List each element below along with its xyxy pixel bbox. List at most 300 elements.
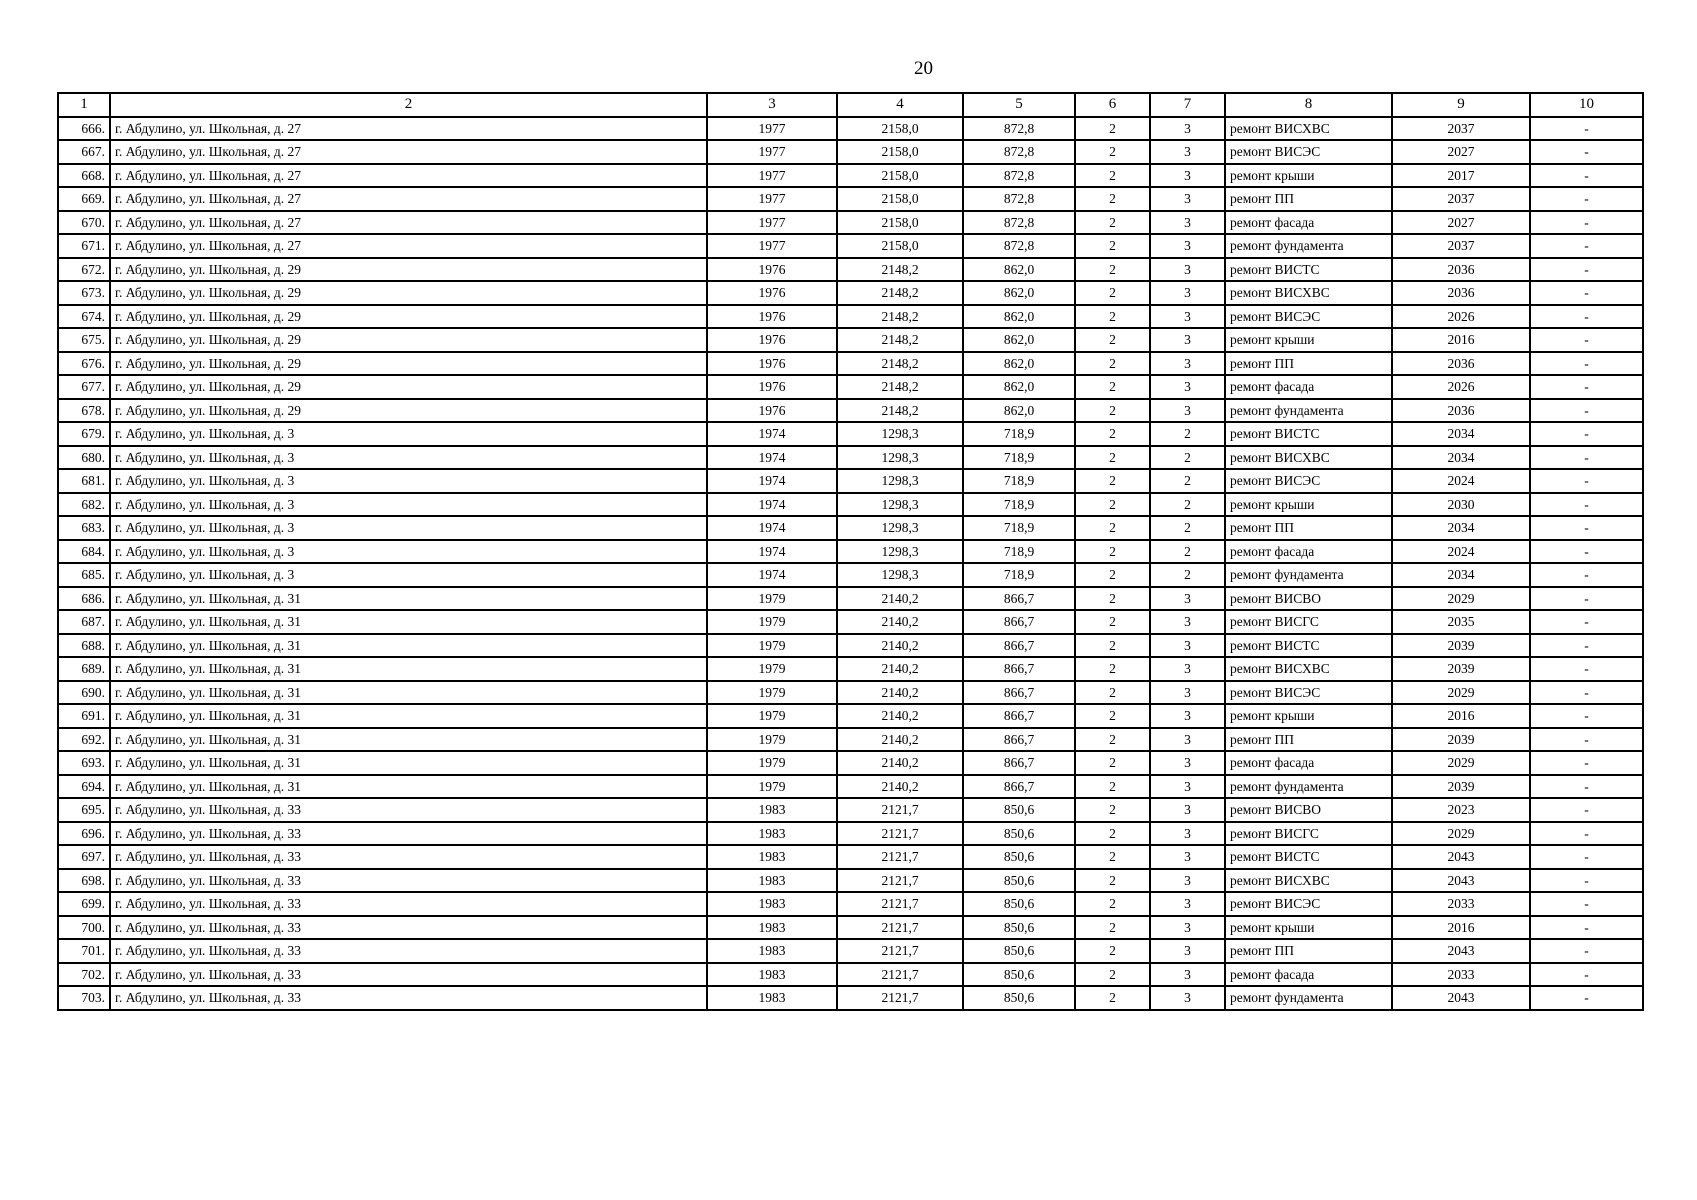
entrances-cell: 2 [1075,540,1150,564]
entrances-cell: 2 [1075,798,1150,822]
address-cell: г. Абдулино, ул. Школьная, д. 33 [110,869,707,893]
floors-cell: 3 [1150,587,1225,611]
address-cell: г. Абдулино, ул. Школьная, д. 33 [110,845,707,869]
living-area-cell: 866,7 [963,728,1075,752]
planned-year-cell: 2029 [1392,681,1530,705]
entrances-cell: 2 [1075,399,1150,423]
note-cell: - [1530,446,1643,470]
entrances-cell: 2 [1075,939,1150,963]
floors-cell: 3 [1150,775,1225,799]
planned-year-cell: 2029 [1392,751,1530,775]
year-cell: 1974 [707,469,837,493]
year-cell: 1976 [707,258,837,282]
year-cell: 1974 [707,446,837,470]
address-cell: г. Абдулино, ул. Школьная, д. 33 [110,892,707,916]
address-cell: г. Абдулино, ул. Школьная, д. 29 [110,258,707,282]
planned-year-cell: 2035 [1392,610,1530,634]
entrances-cell: 2 [1075,140,1150,164]
table-row [58,140,1643,164]
living-area-cell: 850,6 [963,798,1075,822]
planned-year-cell: 2036 [1392,352,1530,376]
floors-cell: 3 [1150,305,1225,329]
row-number-cell: 690. [58,681,110,705]
total-area-cell: 2158,0 [837,140,963,164]
total-area-cell: 2121,7 [837,892,963,916]
note-cell: - [1530,986,1643,1010]
work-type-cell: ремонт ПП [1225,516,1392,540]
planned-year-cell: 2036 [1392,399,1530,423]
note-cell: - [1530,822,1643,846]
note-cell: - [1530,234,1643,258]
entrances-cell: 2 [1075,916,1150,940]
work-type-cell: ремонт ВИСХВС [1225,117,1392,141]
table-row [58,281,1643,305]
work-type-cell: ремонт крыши [1225,916,1392,940]
column-header: 1 [58,93,110,117]
living-area-cell: 718,9 [963,469,1075,493]
living-area-cell: 850,6 [963,822,1075,846]
year-cell: 1979 [707,610,837,634]
planned-year-cell: 2030 [1392,493,1530,517]
table-row [58,916,1643,940]
column-header: 3 [707,93,837,117]
planned-year-cell: 2037 [1392,234,1530,258]
work-type-cell: ремонт фасада [1225,963,1392,987]
living-area-cell: 866,7 [963,751,1075,775]
work-type-cell: ремонт фундамента [1225,775,1392,799]
note-cell: - [1530,187,1643,211]
floors-cell: 3 [1150,869,1225,893]
work-type-cell: ремонт ВИСЭС [1225,140,1392,164]
living-area-cell: 862,0 [963,281,1075,305]
row-number-cell: 679. [58,422,110,446]
total-area-cell: 1298,3 [837,563,963,587]
note-cell: - [1530,516,1643,540]
note-cell: - [1530,704,1643,728]
table-row [58,469,1643,493]
entrances-cell: 2 [1075,211,1150,235]
floors-cell: 3 [1150,211,1225,235]
address-cell: г. Абдулино, ул. Школьная, д. 3 [110,516,707,540]
year-cell: 1979 [707,704,837,728]
row-number-cell: 673. [58,281,110,305]
total-area-cell: 2148,2 [837,258,963,282]
entrances-cell: 2 [1075,187,1150,211]
total-area-cell: 2148,2 [837,281,963,305]
note-cell: - [1530,540,1643,564]
row-number-cell: 671. [58,234,110,258]
planned-year-cell: 2029 [1392,587,1530,611]
entrances-cell: 2 [1075,587,1150,611]
year-cell: 1977 [707,164,837,188]
planned-year-cell: 2043 [1392,845,1530,869]
floors-cell: 3 [1150,939,1225,963]
total-area-cell: 2148,2 [837,305,963,329]
total-area-cell: 2148,2 [837,328,963,352]
year-cell: 1979 [707,681,837,705]
address-cell: г. Абдулино, ул. Школьная, д. 31 [110,657,707,681]
row-number-cell: 670. [58,211,110,235]
entrances-cell: 2 [1075,563,1150,587]
year-cell: 1977 [707,234,837,258]
total-area-cell: 2158,0 [837,211,963,235]
living-area-cell: 718,9 [963,493,1075,517]
planned-year-cell: 2033 [1392,963,1530,987]
year-cell: 1979 [707,728,837,752]
year-cell: 1979 [707,587,837,611]
work-type-cell: ремонт ВИСТС [1225,258,1392,282]
table-row [58,587,1643,611]
address-cell: г. Абдулино, ул. Школьная, д. 33 [110,986,707,1010]
entrances-cell: 2 [1075,305,1150,329]
note-cell: - [1530,869,1643,893]
table-row [58,986,1643,1010]
floors-cell: 3 [1150,328,1225,352]
planned-year-cell: 2034 [1392,446,1530,470]
planned-year-cell: 2039 [1392,634,1530,658]
column-header: 7 [1150,93,1225,117]
row-number-cell: 700. [58,916,110,940]
living-area-cell: 850,6 [963,916,1075,940]
year-cell: 1977 [707,211,837,235]
note-cell: - [1530,563,1643,587]
address-cell: г. Абдулино, ул. Школьная, д. 31 [110,681,707,705]
address-cell: г. Абдулино, ул. Школьная, д. 3 [110,493,707,517]
work-type-cell: ремонт ВИСХВС [1225,446,1392,470]
column-header: 6 [1075,93,1150,117]
total-area-cell: 2158,0 [837,117,963,141]
living-area-cell: 862,0 [963,305,1075,329]
row-number-cell: 698. [58,869,110,893]
work-type-cell: ремонт ВИСГС [1225,822,1392,846]
column-header: 9 [1392,93,1530,117]
entrances-cell: 2 [1075,728,1150,752]
table-row [58,704,1643,728]
planned-year-cell: 2024 [1392,469,1530,493]
total-area-cell: 2121,7 [837,798,963,822]
total-area-cell: 1298,3 [837,422,963,446]
planned-year-cell: 2024 [1392,540,1530,564]
table-row [58,493,1643,517]
row-number-cell: 678. [58,399,110,423]
floors-cell: 3 [1150,963,1225,987]
address-cell: г. Абдулино, ул. Школьная, д. 33 [110,822,707,846]
planned-year-cell: 2016 [1392,916,1530,940]
address-cell: г. Абдулино, ул. Школьная, д. 27 [110,211,707,235]
address-cell: г. Абдулино, ул. Школьная, д. 3 [110,540,707,564]
living-area-cell: 872,8 [963,211,1075,235]
planned-year-cell: 2016 [1392,328,1530,352]
note-cell: - [1530,751,1643,775]
row-number-cell: 685. [58,563,110,587]
living-area-cell: 866,7 [963,775,1075,799]
year-cell: 1976 [707,305,837,329]
note-cell: - [1530,140,1643,164]
total-area-cell: 2148,2 [837,399,963,423]
address-cell: г. Абдулино, ул. Школьная, д. 27 [110,234,707,258]
work-type-cell: ремонт ВИСЭС [1225,305,1392,329]
work-type-cell: ремонт ПП [1225,728,1392,752]
living-area-cell: 718,9 [963,540,1075,564]
row-number-cell: 703. [58,986,110,1010]
total-area-cell: 2140,2 [837,775,963,799]
year-cell: 1983 [707,986,837,1010]
row-number-cell: 688. [58,634,110,658]
row-number-cell: 676. [58,352,110,376]
table-row [58,845,1643,869]
table-row [58,634,1643,658]
row-number-cell: 677. [58,375,110,399]
table-row [58,728,1643,752]
entrances-cell: 2 [1075,963,1150,987]
year-cell: 1983 [707,916,837,940]
row-number-cell: 683. [58,516,110,540]
total-area-cell: 1298,3 [837,516,963,540]
repair-schedule-table [57,92,1644,1011]
address-cell: г. Абдулино, ул. Школьная, д. 29 [110,399,707,423]
work-type-cell: ремонт ВИСВО [1225,798,1392,822]
living-area-cell: 866,7 [963,634,1075,658]
row-number-cell: 689. [58,657,110,681]
table-row [58,422,1643,446]
note-cell: - [1530,681,1643,705]
year-cell: 1976 [707,328,837,352]
note-cell: - [1530,352,1643,376]
work-type-cell: ремонт фасада [1225,751,1392,775]
note-cell: - [1530,328,1643,352]
year-cell: 1983 [707,822,837,846]
table-row [58,234,1643,258]
note-cell: - [1530,939,1643,963]
floors-cell: 2 [1150,493,1225,517]
table-row [58,516,1643,540]
address-cell: г. Абдулино, ул. Школьная, д. 3 [110,446,707,470]
total-area-cell: 1298,3 [837,493,963,517]
year-cell: 1979 [707,657,837,681]
row-number-cell: 686. [58,587,110,611]
address-cell: г. Абдулино, ул. Школьная, д. 27 [110,187,707,211]
column-header: 8 [1225,93,1392,117]
living-area-cell: 866,7 [963,587,1075,611]
living-area-cell: 872,8 [963,164,1075,188]
total-area-cell: 2121,7 [837,963,963,987]
total-area-cell: 2148,2 [837,375,963,399]
planned-year-cell: 2026 [1392,375,1530,399]
table-row [58,822,1643,846]
table-row [58,775,1643,799]
floors-cell: 3 [1150,845,1225,869]
address-cell: г. Абдулино, ул. Школьная, д. 31 [110,610,707,634]
living-area-cell: 866,7 [963,681,1075,705]
total-area-cell: 2121,7 [837,822,963,846]
living-area-cell: 850,6 [963,986,1075,1010]
row-number-cell: 702. [58,963,110,987]
entrances-cell: 2 [1075,375,1150,399]
floors-cell: 2 [1150,563,1225,587]
note-cell: - [1530,211,1643,235]
year-cell: 1974 [707,563,837,587]
total-area-cell: 2140,2 [837,681,963,705]
living-area-cell: 862,0 [963,375,1075,399]
row-number-cell: 695. [58,798,110,822]
planned-year-cell: 2036 [1392,258,1530,282]
floors-cell: 3 [1150,281,1225,305]
entrances-cell: 2 [1075,164,1150,188]
floors-cell: 2 [1150,446,1225,470]
living-area-cell: 862,0 [963,399,1075,423]
table-row [58,211,1643,235]
planned-year-cell: 2029 [1392,822,1530,846]
table-row [58,798,1643,822]
address-cell: г. Абдулино, ул. Школьная, д. 27 [110,140,707,164]
living-area-cell: 850,6 [963,939,1075,963]
floors-cell: 3 [1150,117,1225,141]
floors-cell: 2 [1150,540,1225,564]
table-row [58,352,1643,376]
floors-cell: 3 [1150,681,1225,705]
year-cell: 1974 [707,422,837,446]
year-cell: 1976 [707,375,837,399]
entrances-cell: 2 [1075,681,1150,705]
living-area-cell: 866,7 [963,610,1075,634]
note-cell: - [1530,892,1643,916]
address-cell: г. Абдулино, ул. Школьная, д. 3 [110,563,707,587]
address-cell: г. Абдулино, ул. Школьная, д. 33 [110,939,707,963]
total-area-cell: 2140,2 [837,610,963,634]
total-area-cell: 2140,2 [837,751,963,775]
table-row [58,751,1643,775]
work-type-cell: ремонт крыши [1225,493,1392,517]
address-cell: г. Абдулино, ул. Школьная, д. 33 [110,963,707,987]
work-type-cell: ремонт фасада [1225,375,1392,399]
total-area-cell: 2140,2 [837,728,963,752]
row-number-cell: 675. [58,328,110,352]
living-area-cell: 850,6 [963,845,1075,869]
row-number-cell: 684. [58,540,110,564]
note-cell: - [1530,798,1643,822]
living-area-cell: 862,0 [963,352,1075,376]
table-row [58,939,1643,963]
total-area-cell: 2121,7 [837,986,963,1010]
work-type-cell: ремонт фундамента [1225,399,1392,423]
living-area-cell: 872,8 [963,117,1075,141]
year-cell: 1983 [707,963,837,987]
year-cell: 1979 [707,775,837,799]
note-cell: - [1530,258,1643,282]
row-number-cell: 694. [58,775,110,799]
total-area-cell: 2158,0 [837,187,963,211]
address-cell: г. Абдулино, ул. Школьная, д. 27 [110,164,707,188]
floors-cell: 3 [1150,187,1225,211]
living-area-cell: 850,6 [963,892,1075,916]
address-cell: г. Абдулино, ул. Школьная, д. 29 [110,281,707,305]
entrances-cell: 2 [1075,610,1150,634]
work-type-cell: ремонт крыши [1225,164,1392,188]
year-cell: 1979 [707,751,837,775]
planned-year-cell: 2039 [1392,728,1530,752]
entrances-cell: 2 [1075,469,1150,493]
table-body [58,117,1643,1010]
address-cell: г. Абдулино, ул. Школьная, д. 31 [110,775,707,799]
table-row [58,328,1643,352]
row-number-cell: 680. [58,446,110,470]
entrances-cell: 2 [1075,446,1150,470]
floors-cell: 3 [1150,352,1225,376]
row-number-cell: 666. [58,117,110,141]
year-cell: 1974 [707,493,837,517]
planned-year-cell: 2034 [1392,563,1530,587]
column-header: 5 [963,93,1075,117]
total-area-cell: 2121,7 [837,845,963,869]
floors-cell: 3 [1150,798,1225,822]
work-type-cell: ремонт ВИСЭС [1225,681,1392,705]
note-cell: - [1530,610,1643,634]
floors-cell: 3 [1150,822,1225,846]
entrances-cell: 2 [1075,704,1150,728]
table-row [58,446,1643,470]
year-cell: 1977 [707,187,837,211]
note-cell: - [1530,963,1643,987]
floors-cell: 3 [1150,728,1225,752]
address-cell: г. Абдулино, ул. Школьная, д. 31 [110,751,707,775]
year-cell: 1983 [707,798,837,822]
year-cell: 1977 [707,140,837,164]
work-type-cell: ремонт ВИСГС [1225,610,1392,634]
total-area-cell: 2140,2 [837,657,963,681]
note-cell: - [1530,728,1643,752]
address-cell: г. Абдулино, ул. Школьная, д. 29 [110,328,707,352]
table-row [58,892,1643,916]
total-area-cell: 2140,2 [837,704,963,728]
planned-year-cell: 2034 [1392,516,1530,540]
address-cell: г. Абдулино, ул. Школьная, д. 27 [110,117,707,141]
row-number-cell: 682. [58,493,110,517]
floors-cell: 3 [1150,610,1225,634]
living-area-cell: 718,9 [963,422,1075,446]
floors-cell: 3 [1150,657,1225,681]
floors-cell: 2 [1150,469,1225,493]
work-type-cell: ремонт фундамента [1225,986,1392,1010]
address-cell: г. Абдулино, ул. Школьная, д. 31 [110,634,707,658]
planned-year-cell: 2039 [1392,657,1530,681]
note-cell: - [1530,422,1643,446]
table-row [58,117,1643,141]
address-cell: г. Абдулино, ул. Школьная, д. 3 [110,469,707,493]
planned-year-cell: 2016 [1392,704,1530,728]
table-row [58,540,1643,564]
table-header-row [58,93,1643,117]
table-row [58,305,1643,329]
total-area-cell: 2148,2 [837,352,963,376]
table-row [58,375,1643,399]
total-area-cell: 2121,7 [837,939,963,963]
note-cell: - [1530,469,1643,493]
row-number-cell: 693. [58,751,110,775]
living-area-cell: 872,8 [963,187,1075,211]
entrances-cell: 2 [1075,634,1150,658]
note-cell: - [1530,305,1643,329]
year-cell: 1976 [707,352,837,376]
work-type-cell: ремонт ВИСЭС [1225,892,1392,916]
total-area-cell: 2140,2 [837,587,963,611]
address-cell: г. Абдулино, ул. Школьная, д. 29 [110,375,707,399]
table-row [58,258,1643,282]
note-cell: - [1530,587,1643,611]
entrances-cell: 2 [1075,281,1150,305]
entrances-cell: 2 [1075,822,1150,846]
entrances-cell: 2 [1075,234,1150,258]
row-number-cell: 692. [58,728,110,752]
